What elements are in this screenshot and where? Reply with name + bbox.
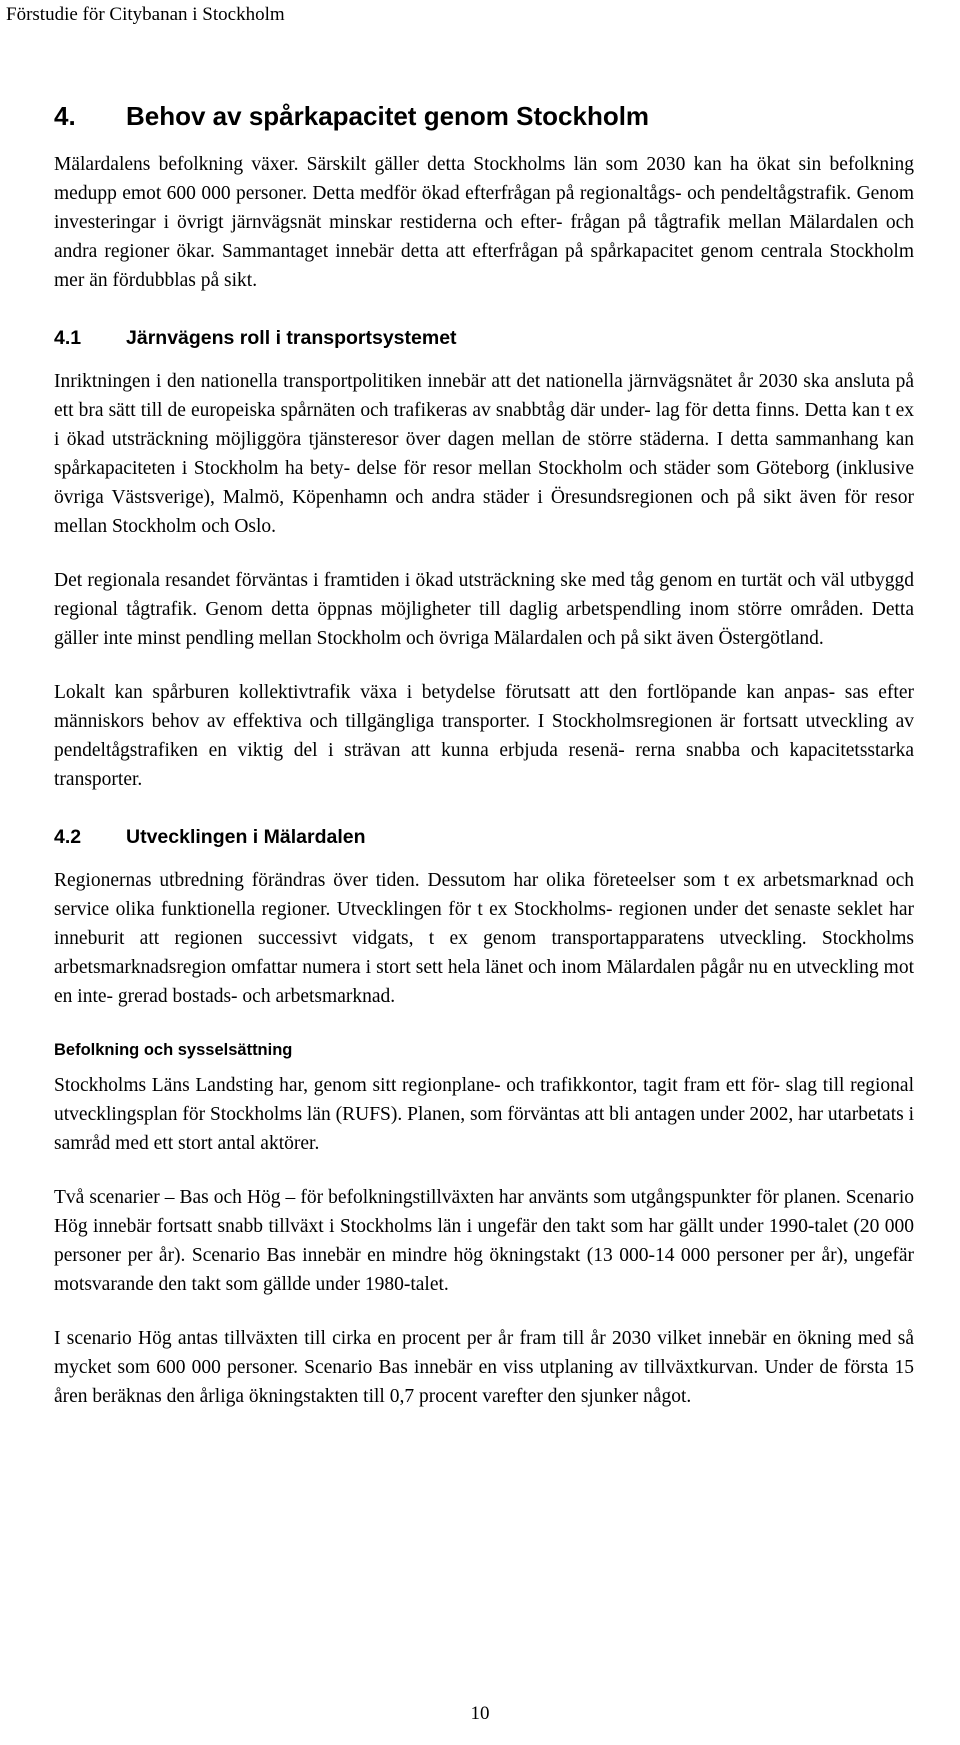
chapter-number: 4. xyxy=(54,101,76,131)
body-paragraph: Regionernas utbredning förändras över tiden. Dessutom har olika företeelser som t ex arbetsmarknad och service olika funktionella regioner. Utvecklingen för t ex Stockholms- regionen under det senaste seklet har inneburit att regionen successivt vidgats, t ex genom transportapparatens utveckling. Stockholms arbetsmarknadsregion omfattar numera i stort sett hela länet och inom Mälardalen pågår nu en utveckling mot en inte- grerad bostads- och arbetsmarknad. xyxy=(54,870,914,1007)
section-title: Utvecklingen i Mälardalen xyxy=(126,826,366,848)
section-title: Järnvägens roll i transportsystemet xyxy=(126,327,457,349)
section-heading-4-2 xyxy=(54,824,914,850)
chapter-heading xyxy=(54,100,914,132)
body-paragraph: Lokalt kan spårburen kollektivtrafik växa i betydelse förutsatt att den fortlöpande kan anpas- sas efter människors behov av effektiva och tillgängliga transporter. I Stockholmsregionen är fortsatt utveckling av pendeltågstrafiken en viktig del i strävan att kunna erbjuda resenä- rerna snabba och kapacitetsstarka transporter. xyxy=(54,682,914,790)
subheading: Befolkning och sysselsättning xyxy=(54,1041,293,1059)
body-paragraph: Två scenarier – Bas och Hög – för befolkningstillväxten har använts som utgångspunkter för planen. Scenario Hög innebär fortsatt snabb tillväxt i Stockholms län i ungefär den takt som har gällt under 1990-talet (20 000 personer per år). Scenario Bas innebär en mindre hög ökningstakt (13 000-14 000 personer per år), ungefär motsvarande den takt som gällde under 1980-talet. xyxy=(54,1187,914,1295)
page-content xyxy=(54,100,914,1411)
page-number: 10 xyxy=(470,1703,490,1724)
chapter-intro-paragraph: Mälardalens befolkning växer. Särskilt gäller detta Stockholms län som 2030 kan ha ökat sin befolkning medupp emot 600 000 personer. Detta medför ökad efterfrågan på regionaltågs- och pendeltågstrafik. Genom investeringar i övrigt järnvägsnät minskar restiderna och efter- frågan på tågtrafik mellan Mälardalen och andra regioner ökar. Sammantaget innebär detta att efterfrågan på spårkapacitet genom centrala Stockholm mer än fördubblas på sikt. xyxy=(54,154,914,291)
section-heading-4-1 xyxy=(54,325,914,351)
body-paragraph: Stockholms Läns Landsting har, genom sitt regionplane- och trafikkontor, tagit fram ett för- slag till regional utvecklingsplan för Stockholms län (RUFS). Planen, som förväntas att bli antagen under 2002, har utarbetats i samråd med ett stort antal aktörer. xyxy=(54,1075,914,1154)
body-paragraph: Inriktningen i den nationella transportpolitiken innebär att det nationella järnvägsnätet år 2030 ska ansluta på ett bra sätt till de europeiska spårnäten och trafikeras av snabbtåg där under- lag för detta finns. Detta kan t ex i ökad utsträckning möjliggöra tjänsteresor över dagen mellan de större städerna. I detta sammanhang kan spårkapaciteten i Stockholm ha bety- delse för resor mellan Stockholm och städer som Göteborg (inklusive övriga Västsverige), Malmö, Köpenhamn och andra städer i Öresundsregionen och på sikt även för resor mellan Stockholm och Oslo. xyxy=(54,371,914,537)
body-paragraph: I scenario Hög antas tillväxten till cirka en procent per år fram till år 2030 vilket innebär en ökning med så mycket som 600 000 personer. Scenario Bas innebär en viss utplaning av tillväxtkurvan. Under de första 15 åren beräknas den årliga ökningstakten till 0,7 procent varefter den sjunker något. xyxy=(54,1328,914,1407)
section-number: 4.2 xyxy=(54,826,82,848)
body-paragraph: Det regionala resandet förväntas i framtiden i ökad utsträckning ske med tåg genom en turtät och väl utbyggd regional tågtrafik. Genom detta öppnas möjligheter till daglig arbetspendling inom större områden. Detta gäller inte minst pendling mellan Stockholm och övriga Mälardalen och på sikt även Östergötland. xyxy=(54,570,914,649)
running-header: Förstudie för Citybanan i Stockholm xyxy=(6,4,285,25)
chapter-title: Behov av spårkapacitet genom Stockholm xyxy=(126,101,650,131)
section-number: 4.1 xyxy=(54,327,82,349)
